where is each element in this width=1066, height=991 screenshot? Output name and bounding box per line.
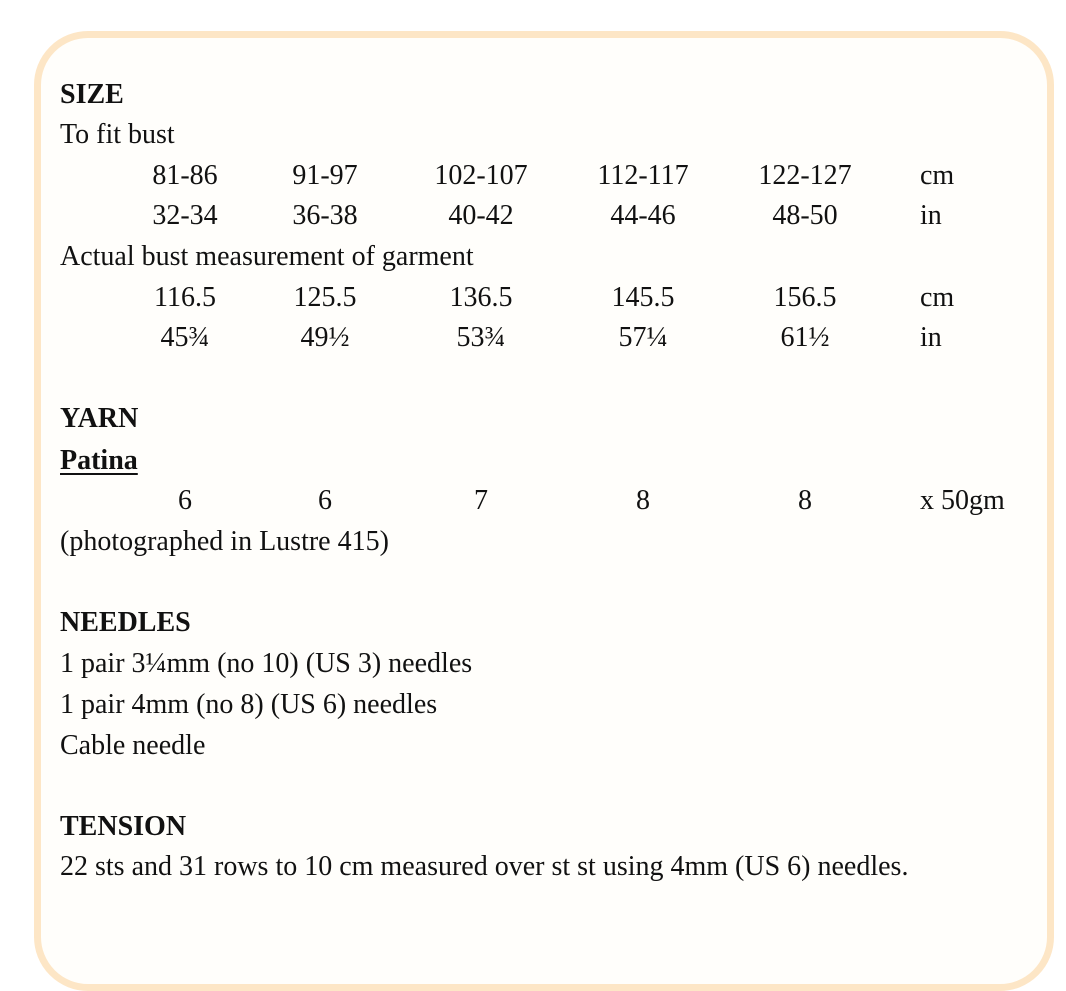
actual-cm-2: 125.5 xyxy=(293,282,357,313)
actual-cm-1: 116.5 xyxy=(154,282,216,313)
to-fit-in-2: 36-38 xyxy=(292,200,358,231)
actual-in-unit: in xyxy=(920,322,942,353)
to-fit-cm-unit: cm xyxy=(920,160,955,191)
needle-item: 1 pair 4mm (no 8) (US 6) needles xyxy=(60,689,438,720)
yarn-qty-2: 6 xyxy=(318,485,332,516)
actual-in-1: 45¾ xyxy=(160,322,210,353)
to-fit-cm-2: 91-97 xyxy=(292,160,358,191)
to-fit-in-1: 32-34 xyxy=(152,200,218,231)
size-heading: SIZE xyxy=(60,79,124,110)
to-fit-in-unit: in xyxy=(920,200,942,231)
tension-heading: TENSION xyxy=(60,811,187,842)
needles-heading: NEEDLES xyxy=(60,607,191,638)
needle-item: Cable needle xyxy=(60,730,206,761)
yarn-qty-1: 6 xyxy=(178,485,192,516)
to-fit-bust-label: To fit bust xyxy=(60,119,175,150)
to-fit-cm-1: 81-86 xyxy=(152,160,218,191)
to-fit-cm-3: 102-107 xyxy=(434,160,528,191)
yarn-heading: YARN xyxy=(60,403,139,434)
yarn-note: (photographed in Lustre 415) xyxy=(60,526,389,557)
actual-cm-unit: cm xyxy=(920,282,955,313)
actual-bust-label: Actual bust measurement of garment xyxy=(60,241,474,272)
tension-text: 22 sts and 31 rows to 10 cm measured over st st using 4mm (US 6) needles. xyxy=(60,851,909,882)
actual-in-2: 49½ xyxy=(300,322,350,353)
yarn-qty-5: 8 xyxy=(798,485,812,516)
yarn-qty-3: 7 xyxy=(474,485,488,516)
to-fit-cm-5: 122-127 xyxy=(758,160,852,191)
actual-in-4: 57¼ xyxy=(618,322,668,353)
to-fit-in-3: 40-42 xyxy=(448,200,514,231)
actual-in-3: 53¾ xyxy=(456,322,506,353)
actual-cm-5: 156.5 xyxy=(773,282,837,313)
to-fit-cm-4: 112-117 xyxy=(597,160,689,191)
yarn-qty-4: 8 xyxy=(636,485,650,516)
actual-cm-3: 136.5 xyxy=(449,282,513,313)
actual-cm-4: 145.5 xyxy=(611,282,675,313)
yarn-name: Patina xyxy=(60,445,138,476)
to-fit-in-4: 44-46 xyxy=(610,200,676,231)
needle-item: 1 pair 3¼mm (no 10) (US 3) needles xyxy=(60,648,473,679)
yarn-qty-unit: x 50gm xyxy=(920,485,1005,516)
to-fit-in-5: 48-50 xyxy=(772,200,838,231)
actual-in-5: 61½ xyxy=(780,322,830,353)
